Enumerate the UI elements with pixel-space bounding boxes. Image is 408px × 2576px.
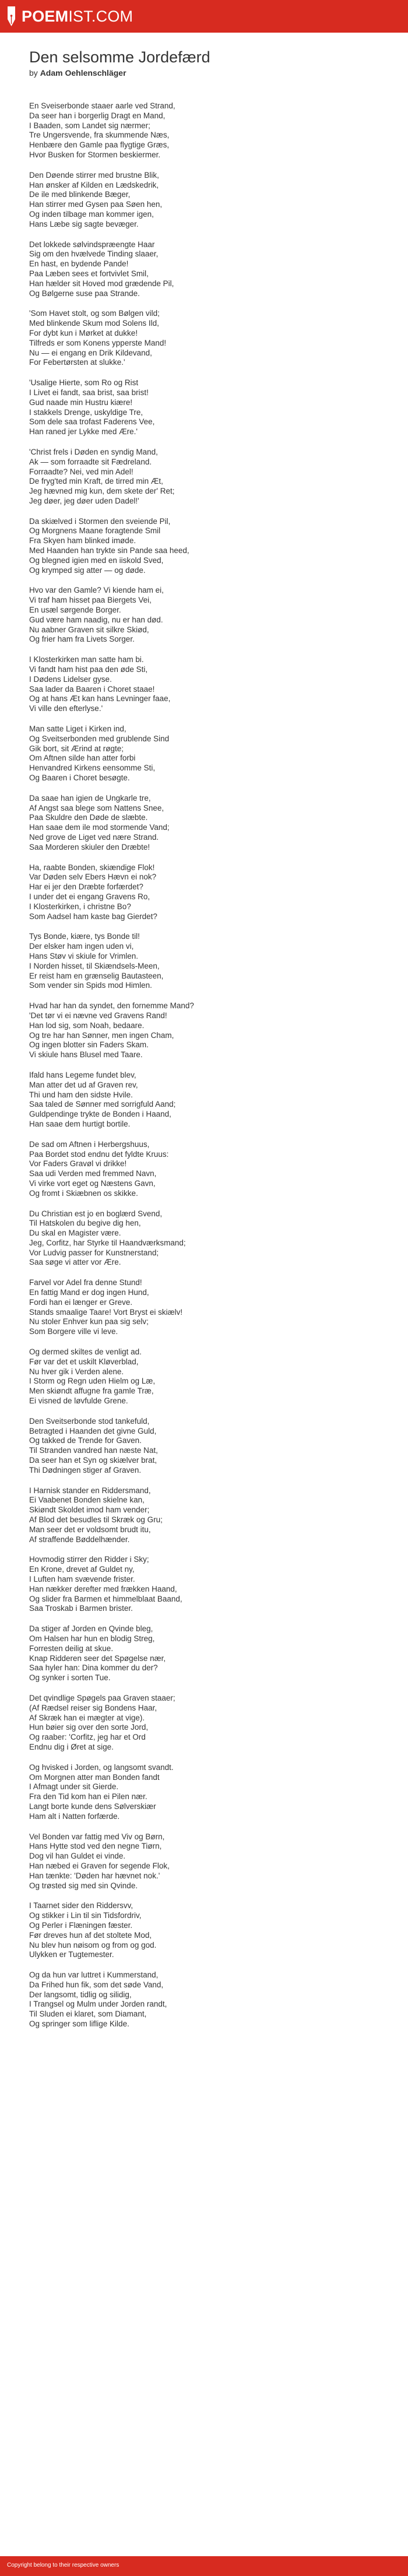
poem-line: Paa Skuldre den Døde de slæbte. xyxy=(29,813,148,822)
poem-line: Og takked de Trende for Gaven. xyxy=(29,1436,142,1445)
poem-line: Han tænkte: 'Døden har hævnet nok.' xyxy=(29,1871,160,1880)
poem-line: Vi traf ham hisset paa Biergets Vei, xyxy=(29,596,152,605)
poem-line: Ha, raabte Bonden, skiændige Flok! xyxy=(29,863,155,872)
poem-line: Nu aabner Graven sit silkre Skiød, xyxy=(29,625,149,634)
poem-stanza xyxy=(29,863,379,922)
poem-line: Som Borgere ville vi leve. xyxy=(29,1327,118,1336)
poem-line: Ulykken er Tugtemester. xyxy=(29,1950,114,1959)
poem-line: I Taarnet sider den Riddersvv, xyxy=(29,1901,133,1910)
poem-line: (Af Rædsel reiser sig Bondens Haar, xyxy=(29,1703,157,1712)
poem-author[interactable]: Adam Oehlenschläger xyxy=(40,68,126,78)
logo-text-regular: IST.COM xyxy=(68,7,133,25)
poem-content xyxy=(29,48,379,2040)
poem-stanza xyxy=(29,1694,379,1752)
poem-line: Til Sluden ei klaret, som Diamant, xyxy=(29,2010,147,2019)
poem-line: For dybt kun i Mørket at dukke! xyxy=(29,328,138,337)
poem-line: Om Morgnen atter man Bonden fandt xyxy=(29,1772,160,1782)
poem-line: Han raned jer Lykke med Ære.' xyxy=(29,427,138,437)
poem-line: Thi Dødningen stiger af Graven. xyxy=(29,1465,142,1474)
poem-line: Og Baaren i Choret besøgte. xyxy=(29,773,130,783)
poem-line: Og blegned igien med en iiskold Sved, xyxy=(29,555,164,565)
poem-line: Han stirrer med Gysen paa Søen hen, xyxy=(29,200,163,209)
poem-line: Betragted i Haanden det givne Guld, xyxy=(29,1426,157,1435)
poem-stanza xyxy=(29,517,379,576)
poem-line: Før var det et uskilt Kløverblad, xyxy=(29,1357,139,1366)
poem-line: Om Aftnen silde han atter forbi xyxy=(29,754,136,763)
poem-stanza xyxy=(29,171,379,230)
poem-line: Hans Støv vi skiule for Vrimlen. xyxy=(29,951,139,960)
logo-text-bold: POEM xyxy=(22,7,69,25)
poem-line: Af Angst saa blege som Nattens Snee, xyxy=(29,803,164,812)
poem-line: I Livet ei fandt, saa brist, saa brist! xyxy=(29,388,149,397)
poem-line: Er reist ham en grænselig Bautasteen, xyxy=(29,971,164,980)
poem-byline xyxy=(29,68,379,78)
poem-title: Den selsomme Jordefærd xyxy=(29,48,210,66)
poem-stanza xyxy=(29,1417,379,1476)
poem-line: Han ønsker af Kilden en Lædskedrik, xyxy=(29,180,159,189)
poem-line: Jeg hævned mig kun, dem skete der' Ret; xyxy=(29,487,175,496)
poem-line: Af Blod det besudles til Skræk og Gru; xyxy=(29,1515,163,1525)
poem-line: Hans Hytte stod ved den negne Tiørn, xyxy=(29,1842,162,1851)
poem-line: Og Sveitserbonden med grublende Sind xyxy=(29,734,170,743)
poem-line: Den Sveitserbonde stod tankefuld, xyxy=(29,1416,150,1426)
poem-line: Vi virke vort eget og Næstens Gavn, xyxy=(29,1178,156,1188)
poem-line: I Luften ham svævende frister. xyxy=(29,1575,135,1583)
poem-stanza xyxy=(29,724,379,783)
poem-line: 'Det tør vi ei nævne ved Gravens Rand! xyxy=(29,1011,167,1020)
poem-line: Hun bøier sig over den sorte Jord, xyxy=(29,1723,149,1732)
poem-line: Men skiøndt affugne fra gamle Træ, xyxy=(29,1386,154,1396)
poem-line: Af Skræk han ei mægter at vige). xyxy=(29,1713,145,1722)
poem-line: Da stiger af Jorden en Qvinde bleg, xyxy=(29,1624,153,1634)
poem-line: Han saae dem ile mod stormende Vand; xyxy=(29,823,170,832)
poem-line: Der langsomt, tidlig og silidig, xyxy=(29,1990,132,1999)
poem-line: En Krone, drevet af Guldet ny, xyxy=(29,1565,135,1574)
poem-line: Forraadte? Nei, ved min Adel! xyxy=(29,467,133,476)
poem-line: I Harnisk stander en Riddersmand, xyxy=(29,1486,151,1495)
poem-line: 'Som Havet stolt, og som Bølgen vild; xyxy=(29,309,160,318)
poem-line: Da seer han i borgerlig Dragt en Mand, xyxy=(29,111,166,120)
poem-stanza xyxy=(29,1901,379,1960)
poem-line: Da skiælved i Stormen den sveiende Pil, xyxy=(29,516,171,526)
poem-line: Thi und ham den sidste Hvile. xyxy=(29,1090,133,1099)
poem-line: Ned grove de Liget ved nære Strand. xyxy=(29,833,159,842)
poem-line: Som Aadsel ham kaste bag Gierdet? xyxy=(29,912,157,921)
poem-line: Farvel vor Adel fra denne Stund! xyxy=(29,1278,142,1287)
poem-line: I Klosterkirken man satte ham bi. xyxy=(29,655,144,664)
poem-stanza xyxy=(29,1624,379,1683)
poem-line: Tre Ungersvende, fra skummende Næs, xyxy=(29,131,170,140)
poem-stanza xyxy=(29,1347,379,1406)
poem-line: Fordi han ei længer er Greve. xyxy=(29,1297,133,1307)
poem-line: Gud være ham naadig, nu er han død. xyxy=(29,615,163,624)
poem-line: Endnu dig i Øret at sige. xyxy=(29,1742,114,1751)
site-header xyxy=(0,0,408,33)
poem-line: Der elsker ham ingen uden vi, xyxy=(29,942,134,951)
poem-line: Du Christian est jo en boglærd Svend, xyxy=(29,1209,163,1218)
poem-line: Han næbed ei Graven for segende Flok, xyxy=(29,1861,170,1870)
poem-line: I Norden hisset, til Skiændsels-Meen, xyxy=(29,961,160,970)
poem-line: Og synker i sorten Tue. xyxy=(29,1673,111,1683)
poem-line: Ei visned de løvfulde Grene. xyxy=(29,1396,128,1406)
poem-line: Forresten deilig at skue. xyxy=(29,1644,114,1653)
poem-line: Og Bølgerne suse paa Strande. xyxy=(29,288,140,298)
site-footer xyxy=(0,2556,408,2576)
poem-line: Guldpendinge trykte de Bonden i Haand, xyxy=(29,1110,171,1119)
poem-line: Og trøsted sig med sin Qvinde. xyxy=(29,1881,138,1890)
poem-line: I Dødens Lidelser gyse. xyxy=(29,674,112,684)
poem-line: Og fromt i Skiæbnen os skikke. xyxy=(29,1188,138,1198)
poem-line: I Baaden, som Landet sig nærmer; xyxy=(29,121,150,130)
logo-text xyxy=(22,9,133,24)
poem-line: Man satte Liget i Kirken ind, xyxy=(29,724,126,734)
poem-line: Man atter det ud af Graven rev, xyxy=(29,1080,138,1089)
poem-line: Og at hans Æt kan hans Levninger faae, xyxy=(29,694,171,703)
poem-line: Og springer som liflige Kilde. xyxy=(29,2019,129,2029)
poem-stanza xyxy=(29,1555,379,1614)
poem-line: Saa lader da Baaren i Choret staae! xyxy=(29,684,155,694)
poem-line: En fattig Mand er dog ingen Hund, xyxy=(29,1288,149,1297)
poem-line: Og inden tilbage man kommer igen, xyxy=(29,209,154,219)
poem-line: De ile med blinkende Bæger, xyxy=(29,190,131,199)
poem-body xyxy=(29,101,379,2029)
poem-line: Saa taled de Sønner med sorrigfuld Aand; xyxy=(29,1100,176,1109)
poem-stanza xyxy=(29,448,379,506)
poem-line: Da Frihed hun fik, som det søde Vand, xyxy=(29,1980,164,1989)
poem-line: Saa søge vi atter vor Ære. xyxy=(29,1258,121,1267)
poem-line: Knap Ridderen seer det Spøgelse nær, xyxy=(29,1653,166,1663)
poem-line: Vor Faders Gravøl vi drikke! xyxy=(29,1159,127,1169)
poem-line: Stands smaalige Taare! Vort Bryst ei skiælv! xyxy=(29,1307,183,1317)
poem-line: Og slider fra Barmen et himmelblaat Baand, xyxy=(29,1594,182,1603)
poem-line: Han nækker derefter med frækken Haand, xyxy=(29,1584,177,1593)
poem-line: Det qvindlige Spøgels paa Graven staaer; xyxy=(29,1693,175,1702)
pen-nib-icon xyxy=(7,6,16,26)
poem-line: I under det ei engang Gravens Ro, xyxy=(29,892,150,901)
poem-line: I stakkels Drenge, uskyldige Tre, xyxy=(29,407,143,417)
poem-stanza xyxy=(29,1071,379,1129)
poem-line: Vel Bonden var fattig med Viv og Børn, xyxy=(29,1832,165,1841)
poem-line: Skiøndt Skoldet imod ham vender; xyxy=(29,1505,150,1515)
poem-line: Og da hun var luttret i Kummerstand, xyxy=(29,1970,159,1980)
poem-line: Nu blev hun nøisom og from og god. xyxy=(29,1940,157,1949)
poem-line: Han lod sig, som Noah, bedaare. xyxy=(29,1020,145,1030)
poem-line: Henvandred Kirkens eensomme Sti, xyxy=(29,763,156,773)
poem-line: Og Perler i Flæningen fæster. xyxy=(29,1920,133,1930)
poem-line: Før dreves hun af det stoltete Mod, xyxy=(29,1930,152,1940)
poem-stanza xyxy=(29,101,379,160)
poem-line: Henbære den Gamle paa flygtige Græs, xyxy=(29,140,170,150)
poem-line: Fra den Tid kom han ei Pilen nær. xyxy=(29,1792,147,1801)
poem-line: En usæl sørgende Borger. xyxy=(29,606,121,615)
poem-line: Og ingen blotter sin Faders Skam. xyxy=(29,1040,149,1050)
poem-line: Saa udi Verden med fremmed Navn, xyxy=(29,1169,157,1178)
poem-line: 'Usalige Hierte, som Ro og Rist xyxy=(29,378,139,388)
poem-line: Ifald hans Legeme fundet blev, xyxy=(29,1070,136,1079)
poem-line: Jeg, Corfitz, har Styrke til Haandværksmand; xyxy=(29,1238,186,1247)
poem-line: Som vender sin Spids mod Himlen. xyxy=(29,981,152,990)
poem-line: Dog vil han Guldet ei vinde. xyxy=(29,1852,126,1861)
poem-stanza xyxy=(29,1486,379,1545)
poem-line: I Klosterkirken, i christne Bo? xyxy=(29,902,131,911)
poem-line: Langt borte kunde dens Sølverskiær xyxy=(29,1801,156,1811)
poem-line: Ak — som forraadte sit Fædreland. xyxy=(29,457,152,466)
poem-line: Hans Læbe sig sagte bevæger. xyxy=(29,219,139,228)
poem-line: Hvad har han da syndet, den fornemme Mand? xyxy=(29,1001,194,1011)
poem-line: Det lokkede sølvindspræengte Haar xyxy=(29,240,155,249)
poem-line: De sad om Aftnen i Herbergshuus, xyxy=(29,1139,150,1149)
poem-line: En Sveiserbonde staaer aarle ved Strand, xyxy=(29,101,175,110)
poem-line: Vor Ludvig passer for Kunstnerstand; xyxy=(29,1248,159,1257)
poem-line: Gik bort, sit Ærind at røgte; xyxy=(29,744,124,753)
poem-line: Vi skiule hans Blusel med Taare. xyxy=(29,1050,143,1060)
poem-stanza xyxy=(29,794,379,853)
poem-line: Tilfreds er som Konens ypperste Mand! xyxy=(29,338,167,347)
poem-line: I Afmagt under sit Gierde. xyxy=(29,1782,119,1792)
poem-line: Paa Læben sees et fortvivlet Smil, xyxy=(29,269,149,278)
poem-line: Og tre har han Sønner, men ingen Cham, xyxy=(29,1030,174,1040)
site-logo[interactable] xyxy=(7,6,133,26)
by-label: by xyxy=(29,68,38,78)
poem-line: 'Christ frels i Døden en syndig Mand, xyxy=(29,447,158,456)
poem-line: Fra Skyen ham blinked imøde. xyxy=(29,536,136,546)
poem-stanza xyxy=(29,1763,379,1822)
poem-line: Og dermed skiltes de venligt ad. xyxy=(29,1347,142,1357)
poem-line: Saa Troskab i Barmen brister. xyxy=(29,1604,133,1613)
poem-line: Da saae han igien de Ungkarle tre, xyxy=(29,793,151,803)
poem-stanza xyxy=(29,1001,379,1060)
poem-line: Har ei jer den Dræbte forfærdet? xyxy=(29,882,143,892)
poem-line: Nu hver gik i Verden alene. xyxy=(29,1367,124,1376)
poem-line: Ham alt i Natten forfærde. xyxy=(29,1811,120,1821)
poem-line: Og hvisked i Jorden, og langsomt svandt. xyxy=(29,1762,174,1772)
poem-line: Og stikker i Lin til sin Tidsfordriv, xyxy=(29,1911,142,1920)
poem-stanza xyxy=(29,240,379,299)
poem-line: Nu — ei engang en Drik Kildevand, xyxy=(29,348,152,357)
poem-line: Saa Morderen skiuler den Dræbte! xyxy=(29,842,150,851)
poem-stanza xyxy=(29,586,379,645)
poem-stanza xyxy=(29,1140,379,1199)
copyright-text: Copyright belong to their respective owners xyxy=(7,2562,119,2568)
poem-line: Tys Bonde, kiære, tys Bonde til! xyxy=(29,932,140,941)
poem-line: Til Hatskolen du begive dig hen, xyxy=(29,1219,141,1228)
poem-line: Og frier ham fra Livets Sorger. xyxy=(29,635,135,644)
poem-stanza xyxy=(29,655,379,714)
poem-line: Med Haanden han trykte sin Pande saa heed, xyxy=(29,546,189,555)
poem-stanza xyxy=(29,932,379,991)
poem-line: Jeg døer, jeg døer uden Dadel!' xyxy=(29,496,139,505)
poem-stanza xyxy=(29,1278,379,1337)
poem-line: Sig om den hvælvede Tinding slaaer, xyxy=(29,249,159,259)
poem-line: Hovmodig stirrer den Ridder i Sky; xyxy=(29,1555,149,1564)
poem-line: Ei Vaabenet Bonden skielne kan, xyxy=(29,1495,145,1505)
poem-line: Paa Bordet stod endnu det fyldte Kruus: xyxy=(29,1149,169,1159)
poem-line: En hast, en bydende Pande! xyxy=(29,259,129,269)
poem-line: Man seer det er voldsomt brudt itu, xyxy=(29,1525,151,1534)
poem-line: Med blinkende Skum mod Solens Ild, xyxy=(29,319,159,328)
poem-line: Da seer han et Syn og skiælver brat, xyxy=(29,1456,157,1465)
poem-line: Den Døende stirrer med brustne Blik, xyxy=(29,170,159,180)
poem-line: Og krymped sig atter — og døde. xyxy=(29,565,146,575)
poem-line: Han hælder sit Hoved mod grædende Pil, xyxy=(29,279,174,288)
poem-line: Og Morgnens Maane foragtende Smil xyxy=(29,526,161,536)
poem-line: Af straffende Bøddelhænder. xyxy=(29,1535,130,1544)
poem-stanza xyxy=(29,1970,379,2029)
poem-line: Vi ville den efterlyse.' xyxy=(29,704,103,713)
poem-line: Han saae dem hurtigt bortile. xyxy=(29,1119,131,1128)
poem-line: Var Døden selv Ebers Hævn ei nok? xyxy=(29,872,157,882)
poem-stanza xyxy=(29,1832,379,1891)
poem-stanza xyxy=(29,1209,379,1268)
poem-line: Nu stoler Enhver kun paa sig selv; xyxy=(29,1317,149,1326)
poem-line: Hvor Busken for Stormen beskiermer. xyxy=(29,150,161,159)
poem-line: Hvo var den Gamle? Vi kiende ham ei, xyxy=(29,586,164,595)
poem-line: Som dele saa trofast Faderens Vee, xyxy=(29,417,155,427)
poem-stanza xyxy=(29,378,379,437)
poem-line: I Storm og Regn uden Hielm og Læ, xyxy=(29,1377,156,1386)
poem-line: Vi fandt ham hist paa den øde Sti, xyxy=(29,665,148,674)
poem-line: Saa hyler han: Dina kommer du der? xyxy=(29,1663,158,1673)
poem-line: Om Halsen har hun en blodig Streg, xyxy=(29,1634,155,1643)
poem-stanza xyxy=(29,309,379,368)
poem-line: Til Stranden vandred han næste Nat, xyxy=(29,1446,158,1455)
poem-line: Gud naade min Hustru kiære! xyxy=(29,397,133,407)
poem-line: Du skal en Magister være. xyxy=(29,1229,121,1238)
poem-line: I Trangsel og Mulm under Jorden randt, xyxy=(29,2000,167,2009)
poem-line: De fryg'ted min Kraft, de tirred min Æt, xyxy=(29,477,163,486)
poem-line: For Febertørsten at slukke.' xyxy=(29,358,125,367)
poem-line: Og raaber: 'Corfitz, jeg har et Ord xyxy=(29,1733,146,1742)
